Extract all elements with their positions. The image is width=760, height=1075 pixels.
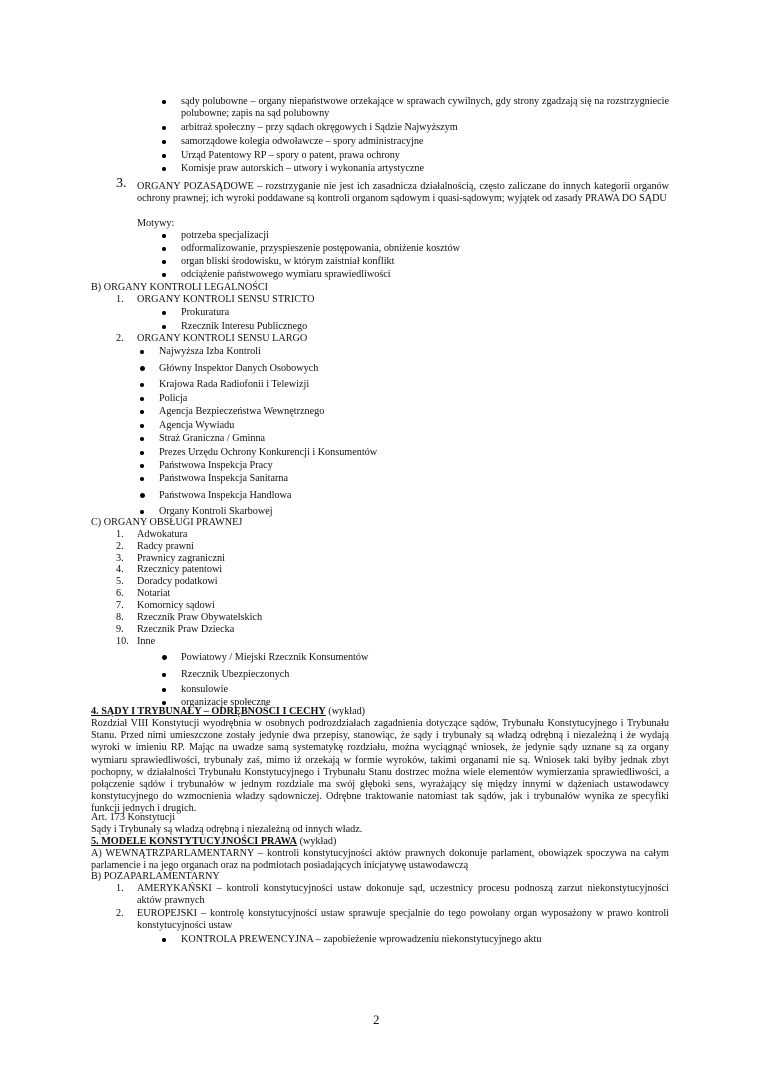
list-number: 5. xyxy=(116,576,124,587)
heading-note: (wykład) xyxy=(297,836,337,847)
bullet-icon xyxy=(140,424,144,428)
list-item: odciążenie państwowego wymiaru sprawiedliwości xyxy=(181,269,391,280)
list-item: Rzecznik Praw Obywatelskich xyxy=(137,612,263,623)
list-number: 1. xyxy=(116,883,124,894)
bullet-icon xyxy=(140,477,144,481)
list-number: 10. xyxy=(116,636,129,647)
heading-text: 4. SĄDY I TRYBUNAŁY – ODRĘBNOŚCI I CECHY xyxy=(91,706,326,717)
bullet-icon xyxy=(140,350,144,354)
list-number: 2. xyxy=(116,333,124,344)
bullet-icon xyxy=(162,938,166,942)
list-item: Policja xyxy=(159,393,188,404)
list-item: arbitraż społeczny – przy sądach okręgowych i Sądzie Najwyższym xyxy=(181,122,458,133)
list-item: odformalizowanie, przyspieszenie postępowania, obniżenie kosztów xyxy=(181,243,460,254)
list-item: EUROPEJSKI – kontrolę konstytucyjności ustaw sprawuje specjalnie do tego powołany organ wyposażony w prawo kontroli konstytucyjności ustaw xyxy=(137,908,669,932)
list-item: Notariat xyxy=(137,588,171,599)
list-number: 4. xyxy=(116,564,124,575)
list-number: 6. xyxy=(116,588,124,599)
bullet-icon xyxy=(162,701,166,705)
list-item: potrzeba specjalizacji xyxy=(181,230,269,241)
list-item: Adwokatura xyxy=(137,529,188,540)
bullet-icon xyxy=(140,366,145,371)
bullet-icon xyxy=(140,437,144,441)
bullet-icon xyxy=(162,100,166,104)
bullet-icon xyxy=(140,410,144,414)
paragraph: A) WEWNĄTRZPARLAMENTARNY – kontroli konstytucyjności aktów prawnych dokonuje parlament, obowiązek spoczywa na całym parlamencie i na jego organach oraz na podmiotach posiadających inicjatywę ustawodawczą xyxy=(91,848,669,872)
list-item: Prokuratura xyxy=(181,307,230,318)
article-reference: Art. 173 Konstytucji xyxy=(91,812,176,823)
list-item: Rzecznik Interesu Publicznego xyxy=(181,321,308,332)
list-item: konsulowie xyxy=(181,684,228,695)
list-number: 2. xyxy=(116,541,124,552)
bullet-icon xyxy=(140,383,144,387)
list-item: Komisje praw autorskich – utwory i wykonania artystyczne xyxy=(181,163,425,174)
list-item: Urząd Patentowy RP – spory o patent, prawa ochrony xyxy=(181,150,400,161)
list-number: 1. xyxy=(116,529,124,540)
list-item: samorządowe kolegia odwoławcze – spory administracyjne xyxy=(181,136,424,147)
list-number: 1. xyxy=(116,294,124,305)
list-item: Główny Inspektor Danych Osobowych xyxy=(159,363,319,374)
subsection-heading: ORGANY KONTROLI SENSU LARGO xyxy=(137,333,308,344)
article-text: Sądy i Trybunały są władzą odrębną i niezależną od innych władz. xyxy=(91,824,363,835)
paragraph: Rozdział VIII Konstytucji wyodrębnia w osobnych podrozdziałach zagadnienia dotyczące sądów, Trybunału Konstytucyjnego i Trybunału Stanu. Przed nimi umieszczone zostały jedynie dwa przepisy, stanowiąc, że sądy i trybunały są władzą odrębną i niezależną i że wydają wyroki w imieniu RP. Mając na uwadze samą systematykę rozdziału, można wyciągnąć wniosek, że jedynie sądy uznane są za organy wymiaru sprawiedliwości, trybunały zaś, mimo iż orzekają w formie wyroków, takimi organami nie są. Wniosek taki byłby jednak zbyt pochopny, w działalności Trybunału Konstytucyjnego i Trybunału Stanu dostrzec można wiele elementów wymierzania sprawiedliwości, a połączenie sądów i trybunałów w jednym rozdziale ma swój głęboki sens, wyrażający się między innymi w dążeniach ustawodawcy konstytucyjnego do wzmocnienia władzy sądowniczej. Odrębne traktowanie natomiast tak sądów, jak i trybunałów wynika ze specyfiki funkcji jednych i drugich. xyxy=(91,718,669,815)
list-item: Rzecznik Ubezpieczonych xyxy=(181,669,290,680)
bullet-icon xyxy=(162,673,166,677)
section-heading: C) ORGANY OBSŁUGI PRAWNEJ xyxy=(91,517,243,528)
list-item: AMERYKAŃSKI – kontroli konstytucyjności ustaw dokonuje sąd, uczestnicy procesu podnoszą zarzut niekonstytucyjności aktów prawnych xyxy=(137,883,669,907)
bullet-icon xyxy=(140,397,144,401)
list-number: 2. xyxy=(116,908,124,919)
heading-note: (wykład) xyxy=(325,706,366,717)
heading-text: 5. MODELE KONSTYTUCYJNOŚCI PRAWA xyxy=(91,836,298,847)
list-item: Najwyższa Izba Kontroli xyxy=(159,346,261,357)
list-item: Powiatowy / Miejski Rzecznik Konsumentów xyxy=(181,652,369,663)
list-number: 3. xyxy=(116,553,124,564)
bullet-icon xyxy=(140,451,144,455)
list-item: Agencja Wywiadu xyxy=(159,420,235,431)
bullet-icon xyxy=(140,464,144,468)
list-item: Doradcy podatkowi xyxy=(137,576,218,587)
list-item: Państwowa Inspekcja Sanitarna xyxy=(159,473,289,484)
list-item: Inne xyxy=(137,636,156,647)
bullet-icon xyxy=(162,273,166,277)
list-item: Krajowa Rada Radiofonii i Telewizji xyxy=(159,379,310,390)
motives-label: Motywy: xyxy=(137,218,175,229)
bullet-icon xyxy=(162,260,166,264)
bullet-icon xyxy=(162,311,166,315)
bullet-icon xyxy=(162,167,166,171)
list-item: Rzecznik Praw Dziecka xyxy=(137,624,235,635)
list-item: Agencja Bezpieczeństwa Wewnętrznego xyxy=(159,406,325,417)
paragraph: ORGANY POZASĄDOWE – rozstrzyganie nie jest ich zasadnicza działalnością, często zaliczane do innych kategorii organów ochrony prawnej; ich wyroki poddawane są kontroli organom sądowym i quasi-sądowym; wyjątek od zasady PRAWA DO SĄDU xyxy=(137,181,669,205)
bullet-icon xyxy=(162,234,166,238)
bullet-icon xyxy=(162,655,167,660)
list-number: 8. xyxy=(116,612,124,623)
section-heading: B) ORGANY KONTROLI LEGALNOŚCI xyxy=(91,282,269,293)
bullet-icon xyxy=(162,247,166,251)
list-number: 7. xyxy=(116,600,124,611)
list-item: Prawnicy zagraniczni xyxy=(137,553,225,564)
page-number: 2 xyxy=(373,1012,380,1027)
list-number: 3. xyxy=(116,176,127,191)
list-item: Komornicy sądowi xyxy=(137,600,215,611)
list-item: organ bliski środowisku, w którym zaistniał konflikt xyxy=(181,256,395,267)
list-item: sądy polubowne – organy niepaństwowe orzekające w sprawach cywilnych, gdy strony zgadzają się na rozstrzygniecie polubowne; zapis na sąd polubowny xyxy=(181,96,669,120)
bullet-icon xyxy=(162,325,166,329)
bullet-icon xyxy=(162,688,166,692)
bullet-icon xyxy=(162,140,166,144)
section-heading xyxy=(91,706,365,718)
list-number: 9. xyxy=(116,624,124,635)
section-heading xyxy=(91,836,336,848)
bullet-icon xyxy=(140,493,145,498)
bullet-icon xyxy=(162,126,166,130)
list-item: Prezes Urzędu Ochrony Konkurencji i Konsumentów xyxy=(159,447,378,458)
list-item: Straż Graniczna / Gminna xyxy=(159,433,266,444)
list-item: KONTROLA PREWENCYJNA – zapobieżenie wprowadzeniu niekonstytucyjnego aktu xyxy=(181,934,542,945)
list-item: Państwowa Inspekcja Pracy xyxy=(159,460,273,471)
subsection-heading: ORGANY KONTROLI SENSU STRICTO xyxy=(137,294,315,305)
list-item: organizacje społeczne xyxy=(181,697,271,708)
list-item: Radcy prawni xyxy=(137,541,194,552)
list-item: Organy Kontroli Skarbowej xyxy=(159,506,273,517)
bullet-icon xyxy=(162,154,166,158)
list-item: Rzecznicy patentowi xyxy=(137,564,223,575)
bullet-icon xyxy=(140,510,144,514)
list-item: Państwowa Inspekcja Handlowa xyxy=(159,490,292,501)
subsection-heading: B) POZAPARLAMENTARNY xyxy=(91,871,220,882)
